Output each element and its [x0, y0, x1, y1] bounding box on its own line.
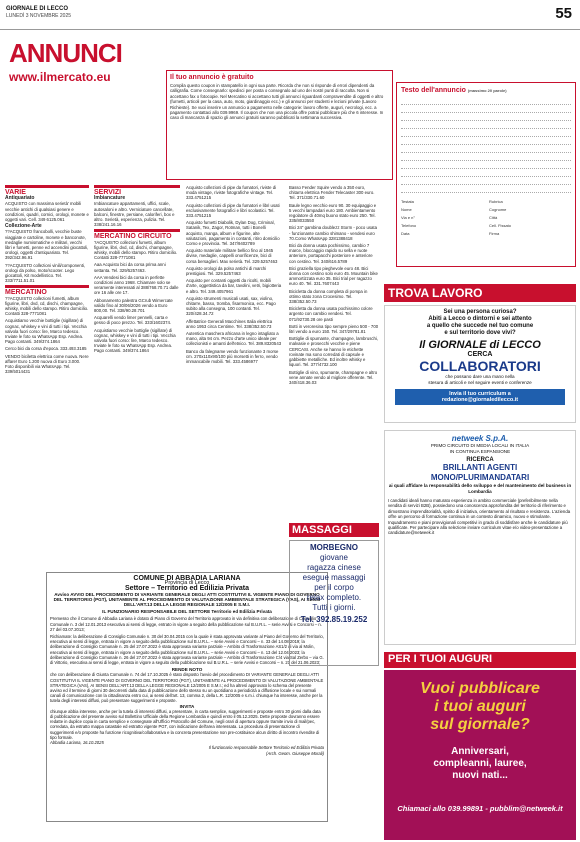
ad-item: Bici graziella tipo pieghevole euro 48. Bici donna con cestino solo euro 45. Mountain bike ammortizzata euro 35. Bici trial per ragazzo euro 40. Tel. 331.7607443 [289, 265, 378, 287]
ad-item: Bicicletta da donna usata pochissimo colore argento con cambio vendesi. Tel. 071/92730.28 ore pasti [289, 306, 373, 322]
ad-item: AAA Vendesi bici da corsa in perfette condizioni anno 1968. Chiamare solo se veramente interessati al 388/768.70.71 dalle ore 16 alle ore 17. [94, 274, 179, 296]
annunci-title: ANNUNCI [9, 38, 122, 68]
form-label-cognome: Cognome [489, 207, 507, 212]
ad-item: Basso Fender Squire vendo a 350 euro, chitarra elettrica Fender Telecaster 300 euro. Tel. 371/330.71.60 [289, 185, 375, 201]
netweek-sub: PRIMO CIRCUITO DI MEDIA LOCALI IN ITALIA [430, 443, 530, 448]
auguri-contact[interactable]: Chiamaci allo 039.99891 - pubblim@netweek.it [397, 804, 563, 813]
free-ad-body: Compila questo coupon in stampatello in ogni sua parte. Ricorda che non si risponde di errori dipendenti da calligrafia. Come consegnarlo: spedisci per posta o consegnalo ad uno dei nostri punti di raccolta. Non si accettano fax o fotocopie. Nel Mercatino si accettano tutti gli annunci riguardanti compravendite di oggetti e altro (furnetti, articoli per la casa, auto, moto, giardinaggio ecc.) e gli annunci per studenti e lezioni private (Lavoro Richieste). Se vuoi inserire un annuncio a pagamento nelle categorie: lavoro offerte, auguri, necrologi, ecc. a pagamento contattaci allo 039.9969. Il coupon che non una piccola offre potrai pubblicare più che 6 interesse. In caso di mancanza di spazio gli annunci gratuiti saranno pubblicati la settimana successiva. [170, 83, 384, 121]
ad-question: e sul territorio dove vivi? [444, 330, 516, 336]
cv-text: Invia il tuo curriculum a [449, 391, 511, 397]
comune-signature: (Arch. Geom. Giuseppe Morali) [266, 750, 324, 756]
role-description: ai quali affidare la responsabilità dello sviluppo e del mantenimento del business in Lombardia [388, 483, 572, 494]
massaggi-line: ragazza cinese [307, 563, 361, 572]
netweek-ad [384, 430, 576, 645]
page-header [0, 0, 580, 30]
cerca-label: CERCA [467, 351, 493, 358]
auguri-headline: Vuoi pubblicare [420, 680, 540, 697]
ad-description: che possano dare una mano nella [445, 374, 515, 379]
ad-item: Acquisto collezioni di pipe da fumatori, riviste di moda vintage, riviste fotografiche vintage. Tel. 333.4751215 [186, 185, 277, 201]
ad-item: Bottiglie di vino, spumante, champagne e altro vene annate vendo al migliore offerente. Tel. 340/418.36.03 [289, 369, 378, 385]
ad-item: Acquisto orologi da polso antichi di marchi prestigiosi. Tel. 329.5257463 [186, 265, 267, 277]
comune-title: COMUNE DI ABBADIA LARIANA [133, 575, 241, 582]
section-trova-lavoro: TROVA LAVORO [384, 284, 576, 302]
ad-item: Acquisto collezioni di pipe da fumatori e libri usati esclusivamente fotografici e libri scolastici. Tel. 333.4751215 [186, 202, 280, 219]
subsection-imbiancature: Imbiancature [94, 195, 126, 202]
ad-item: Acquisto strumenti musicali usati, sax, violino, chitarre, basso, tromba, fisarmonica, ecc. Pago subito alla consegna, 100 contanti. Tel. 320/428.34.72 [186, 295, 276, 317]
ad-item: Bici da donna usata pochissimo, cambio 7 marce, bloccaggio rapido su sella e ruote anteriore, portapacchi posteriore e anteriore con cestino. Tel. 340/616.5789 [289, 243, 373, 264]
column-mercatino-4 [289, 185, 379, 517]
auguri-occasions: nuovi nati... [452, 770, 508, 781]
form-note: (massimo 20 parole) [467, 88, 507, 93]
auguri-occasions: compleanni, lauree, [433, 758, 527, 769]
massaggi-phone: Tel. 392.85.19.252 [300, 615, 368, 624]
section-massaggi: MASSAGGI [289, 523, 379, 537]
massaggi-line: esegue massaggi [302, 573, 366, 582]
comune-body: Richiamate: la deliberazione di Consiglio Comunale n. 30 del 30.04.2015 con la quale è stata approvata variante al Piano del Governo del Territorio, esecutiva ai sensi di legge, entrata in vigore a seguito della pubblicazione sul B.U.R.L. – serie Avvisi e Concorsi – n. 33 del 14.08.2019; la deliberazione di Consiglio Comunale n. 25 del 27.07.2022 è stata approvata variante parziale – Ambito di Trasformazione AS1/2 di via al Molin, esecutiva ai sensi di legge, entrata in vigore a seguito della pubblicazione sul B.U.R.L. – serie Avvisi e Concorsi – n. 13 del 12.04.2023; la deliberazione di Consiglio Comunale n. 26 del 27.07.2022 è stata approvata variante parziale – Ambito di Trasformazione C/4 via Sal Zerbo – via G. di Vittorio, esecutiva ai sensi di legge, entrata in vigore a seguito della pubblicazione sul B.U.R.L. – serie Avvisi e Concorsi – n. 21 del 21.06.2023; [50, 634, 324, 666]
ad-item: Acquisto materiale militare bellico fino al 1945 divise, medaglie, cappelli onorificenze, bici di corsa bersaglieri. Max serietà. Tel. 329.5257463 [186, 248, 278, 264]
ad-question: Abiti a Lecco o dintorni e sei attento [428, 316, 532, 322]
subsection-antiquariato: Antiquariato [5, 195, 35, 202]
comune-body: Premesso che il Comune di Abbadia Lariana è dotato di Piano di Governo del Territorio approvato in via definitiva con deliberazione di Consiglio Comunale n. 3 del 12.01.2013 esecutiva ai sensi di legge, entrato in vigore a seguito della pubblicazione sul B.U.R.L. – serie Avvisi e Concorsi – n. 27 del 03.07.2013; [50, 616, 322, 632]
column-mercatino-3 [186, 185, 282, 565]
issue-date: LUNEDÌ 3 NOVEMBRE 2025 [6, 13, 72, 19]
comune-invita: INVITA [179, 703, 195, 709]
role-heading: BRILLANTI AGENTI [442, 463, 518, 472]
collaboratori-heading: COLLABORATORI [419, 358, 541, 374]
ricerca-label: RICERCA [466, 457, 494, 463]
form-label-cell: Cell. Fissato [489, 223, 512, 228]
annunci-masthead [5, 38, 163, 90]
massaggi-line: giovane [319, 553, 349, 562]
ad-coupon-form [396, 82, 576, 267]
free-ad-info-box [166, 70, 393, 180]
column-varie [5, 185, 89, 565]
netweek-body: I candidati ideali hanno maturato esperienza in ambito commerciale (preferibilmente nella vendita di servizi B2B), possiedono una conoscenza approfondita del territorio di riferimento e dimostrano imprenditorialità, spirito di iniziativa, orientamento al risultato e resistenza. L'azienda offre un percorso di formazione continua in un contesto dinamico, nuovo e stimolante. Inquadramento e piani provvigionali competitivi in grado di soddisfare anche le candidature più qualificate. Per partecipare alla selezione inviare curriculum vitae e/o video-presentazione a candidature@netweek.it [388, 498, 571, 536]
massaggi-line: Tutti i giorni. [312, 603, 356, 612]
auguri-occasions: Anniversari, [451, 746, 509, 757]
collaboratori-ad [384, 305, 576, 423]
form-label-telefono: Telefono [401, 223, 417, 228]
section-varie: VARIE [5, 189, 26, 196]
annunci-url[interactable]: www.ilmercato.eu [9, 70, 111, 84]
form-label-rubrica: Rubrica [489, 199, 503, 204]
comune-place: Abbadia Lariana, 16.10.2025 [50, 740, 104, 746]
form-title: Testo dell'annuncio [401, 87, 466, 94]
form-label-via: Via e n° [401, 215, 415, 220]
massaggi-city: MORBEGNO [310, 543, 358, 552]
column-servizi [94, 185, 180, 565]
ad-item: ACQUISTO con massima serietà' mobili vecchie antichi di qualsiasi genere e condizioni, quadri, cornici, orologi, monete e oggetti vari. Cell. 349 6125.061 [5, 201, 89, 223]
form-label-testata: Testata [401, 199, 414, 204]
ad-item: ??ACQUISTO collezioni vinili/componenti, orologi da polso, moto/scooter. Lego giocattoli, Kit modellistico. Tel. 333/7711.51.01 [5, 262, 86, 284]
comune-rende-noto: RENDE NOTO [171, 667, 203, 673]
section-auguri: PER I TUOI AUGURI [384, 652, 576, 668]
ad-item: ??ACQUISTO collezioni fumetti, album figurine, libri, dvd, cd, dischi, champagne, whisky, mobili dello stampo. Ritiro domicilio. Contatti 328-7771081 [5, 295, 89, 317]
auguri-headline: sul giornale? [430, 716, 530, 733]
comune-sector: Settore – Territorio ed Edilizia Privata [125, 585, 249, 593]
ad-description: stesura di articoli e nel seguire eventi e conferenze [428, 380, 532, 385]
comune-body: che con deliberazione di Giunta Comunale n. 74 del 17.10.2025 è stato disposto l'avvio del procedimento DI VARIANTE GENERALE DEGLI ATTI COSTITUTIVI IL VIGENTE PIANO DI GOVERNO DEL TERRITORIO (PGT), UNITAMENTE AL PROCEDIMENTO DI VALUTAZIONE AMBIENTALE STRATEGICA (VAS), AI SENSI DELL'ART.13 DELLA LEGGE REGIONALE 12/2005 E S.M.I.; ed ha altresì approvato lo schema del presente avviso ed il termine di giorni 30 decorrenti dalla data di pubblicazione dello stesso su un quotidiano a periodicità a diffusione locale e sui normali canali di comunicazione con la cittadinanza entro cui, ai sensi dell'art. 13, comma 2, della L.R. 12/2005 e s.m.i. chiunque ha interesse, anche per la tutela degli interessi diffusi, può presentare suggerimenti e proposte. [50, 672, 324, 704]
ad-item: Acquisto fumetti Diabolik, Dylan Dog, Criminal, Satanik, Tex, Zagor, Rotman, tutti i Bonelli acquisto, manga, album e figurine, alte valutazioni, pagamento in contanti, ritiro domicilio Como e provincia. Tel. 347/9402789 [186, 220, 280, 247]
netweek-sub: IN CONTINUA ESPANSIONE [449, 449, 511, 454]
ad-question: a quello che succede nel tuo comune [426, 323, 534, 329]
section-servizi: SERVIZI [94, 189, 122, 196]
ad-item: Autentica maschera africana in legno intagliato a mano, alta 94 cm. Pezzo d'arte unico ideale per collezionisti e amanti dell'etnico. Tel. 389.8320543 [186, 331, 282, 347]
ad-item: ??ACQUISTO francobolli, vecchie buste viaggiate e cartoline, monete e banconote, medaglie numismatiche e militari, vecchi libri e fumetti, penne ed accendini giocattoli, orologi, oggetti d'antiquariato. Tel. 392/342.96.91 [5, 229, 89, 261]
ad-item: Acquistiamo vecchie bottiglie (sigillate) di cognac, whiskey e vini di tutti i tipi. Vecchia valvola fuori corso: lire, Marco tedesco. Inviate le foto su WhatsApp Esp. Andrea. Pago contanti. 349/374.1864 [94, 327, 176, 354]
role-heading: MONO/PLURIMANDATARI [430, 473, 530, 482]
ad-item: Acquistiamo vecchie bottiglie (sigillate) di cognac, whiskey e vini di tutti i tipi. Vecchia valvola fuori corso: lire, Marco tedesco. Inviate le foto su WhatsApp Esp. Andrea. Pago contanti. 349/374.1864 [5, 318, 87, 345]
ad-item: Bicicletta da donna completa di pompa in ottimo stato zona Crocesimo. Tel. 338/352.50.73 [289, 288, 368, 305]
ad-item: Bici 24" gambina doublezz Storm - poco usata - funzionante cambio shimano - vendesi euro 70.Como WhatsApp 3281388418 [289, 225, 377, 241]
form-label-nome: Nome [401, 207, 412, 212]
cv-banner [395, 389, 565, 405]
ad-item: Imbiancature appartamenti, uffici, scale, autosaloni e altro. Verniciature cancellate, balconi, finestre, persiane, caloriferi, box e altro. Serietà, esperienza, pulizia. Tel. 338/241.16.16 [94, 201, 175, 228]
comune-body: chiunque abbia interesse, anche per la tutela di interessi diffusi, a presentare, in carta semplice, suggerimenti e proposte entro 30 giorni dalla data di pubblicazione del presente avviso sul Bollettino Ufficiale della Regione Lombardia e quindi entro il 05.12.2025. Dette proposte dovranno essere redatte in duplice copia in carta semplice e consegnate all'Ufficio Protocollo del Comune, negli orari di apertura oppure tramite invio di mail/pec, corredata, da estratto mappa catastale ed estratto vigente PGT, con indicazione dell'area interessata. La procedura di presentazione di suggerimenti e/o proposte ha funzione ricognitiva/collaborativa e la concreta presentazione non pre-costituisce alcun diritto di incontro rivendite di tipo formale. [50, 708, 321, 740]
massaggi-ad [289, 540, 379, 666]
free-ad-title: Il tuo annuncio è gratuito [170, 74, 254, 81]
comune-avviso: Avviso AVVIO DEL PROCEDIMENTO DI VARIANTE GENERALE DEGLI ATTI COSTITUTIVI IL VIGENTE PIANO DI GOVERNO DEL TERRITORIO (PGT), UNITAMENTE AL PROCEDIMENTO DI VALUTAZIONE AMBIENTALE STRATEGICA (VAS), AI SENSI DELL'ART.13 DELLA LEGGE REGIONALE 12/2005 E S.M.I. [53, 591, 321, 608]
section-mercatino-circuito: MERCATINO CIRCUITO [94, 233, 172, 241]
ad-item: Cerco bici da corsa d'epoca. 333.493.3185 [5, 346, 87, 352]
ad-question: Sei una persona curiosa? [443, 309, 517, 315]
form-label-firma: Firma [489, 231, 500, 236]
auguri-ad [384, 670, 576, 840]
massaggi-line: per il corpo [314, 583, 354, 592]
massaggi-line: relax completo. [306, 593, 362, 602]
form-label-data: Data [401, 231, 410, 236]
ad-item: ?ACQUISTO collezioni fumetti, album figurine, libri, dvd, cd, dischi, champagne, whisky, mobili dello stampo. Ritiro domicilio. Contatti 328-7771081 [94, 239, 178, 261]
comune-funzionario: IL FUNZIONARIO RESPONSABILE DEL SETTORE Territorio ed Edilizia Privata [102, 609, 272, 615]
auguri-headline: i tuoi auguri [434, 698, 526, 715]
page-number: 55 [555, 5, 572, 22]
ad-item: Bottiglie di spumante, champagne, lambruschi, malvasie e prosecchi vecchie e piene CERCASI. Anche se hanno le etichette rovinate ma sono corredati di capsule e gabbiette metalliche. Ed inoltre whisky e liquori. Tel. 377/4732.100 [289, 336, 379, 368]
ad-item: Aaa Acquisto bici da corsa prima anni settanta. Tel. 329/5257463. [94, 262, 166, 273]
section-mercatino: MERCATINO [5, 289, 47, 297]
comune-signature: Il funzionario responsabile Settore Territorio ed Edilizia Privata [208, 745, 324, 751]
ad-item: Acquisto per contanti oggetti da ricolti, mobili d'arte, oggettistica da bar, tavolini, vetri, bigiotteria e altro. Tel. 349.4057961 [186, 278, 282, 294]
ad-item: Banco da falegname vendo funzionante 3 morse cm. 270x110x90/100 più morsetti in ferro, vendo immancabile mobili. Tel. 333.4586977 [186, 348, 279, 365]
ad-item: VENDO biciletta elettrica come nuova. Nere affare! Euro 1.200 nuova di Euro 3.000. Foto disponibili via WhatsApp. Tel. 339/5014431 [5, 353, 89, 375]
cv-email[interactable]: redazione@giornaledilecco.it [441, 397, 519, 403]
giornale-logo: Il GIORNALE di LECCO [419, 339, 541, 351]
comune-province: Provincia di Lecco [164, 580, 210, 587]
ad-item: Baule legno vecchio euro 90. 30 equipaggio e 5 vecchi lampadari euro 180. Ambientamento regolatore di 40mq buono stato euro 250. Tel. 335/8033550 [289, 202, 377, 224]
subsection-collezione: Collezione-Arte [5, 223, 42, 230]
ad-item: Acquarelli vendo limer pennelli, carta e gesso di poco prezzo. Tel. 333/1602374. [94, 315, 172, 326]
netweek-logo: netweek S.p.A. [451, 434, 509, 443]
form-label-citta: Città [489, 215, 498, 220]
ad-item: Botti in veroresina tipo sempre pieno 500 - 700 litri vendo a euro 150. Tel. 347/29781.81 [289, 323, 379, 335]
ad-item: Abbonamento palestra GCrub Wimercate valido fino al 30/06/2026 vendo a Euro 800,00. Tel. 338/90.28.701 [94, 297, 173, 314]
comune-notice [46, 572, 328, 822]
publication-name: GIORNALE DI LECCO [6, 6, 69, 12]
ad-item: Affettatrice Generali Macchines Italia elettrica anno 1953 circa Centime. Tel. 338/352.50.73 [186, 318, 273, 329]
